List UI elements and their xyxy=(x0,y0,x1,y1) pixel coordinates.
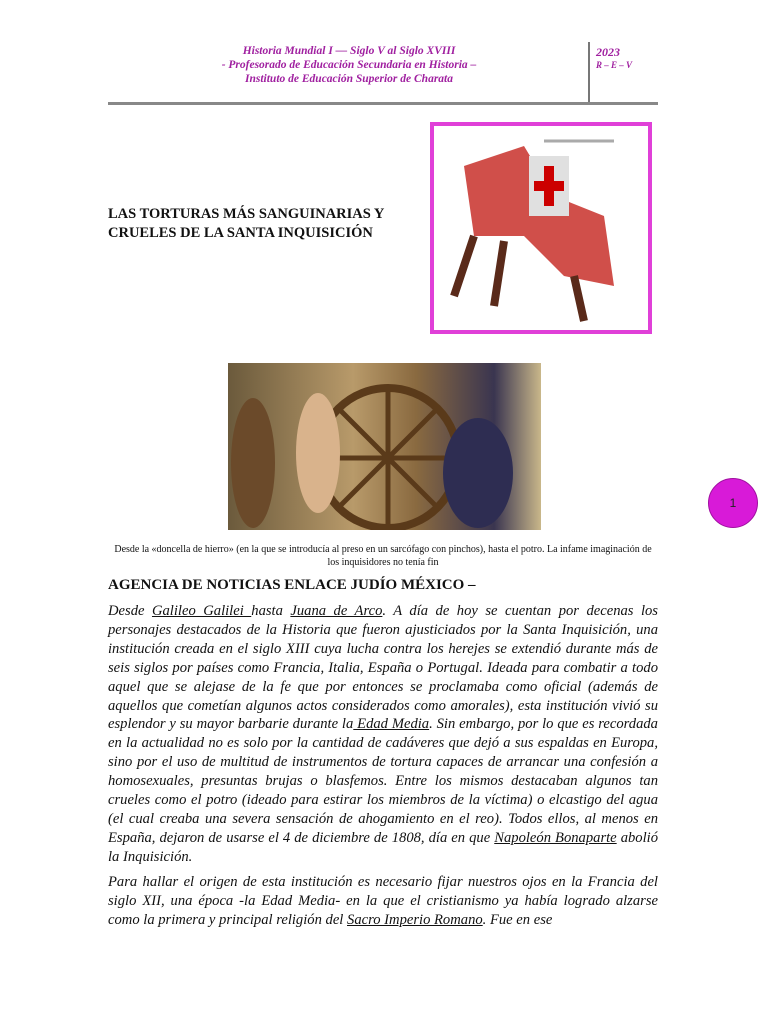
text-run: hasta xyxy=(251,603,291,619)
link[interactable]: Edad Media xyxy=(353,716,430,733)
page-number-badge: 1 xyxy=(708,478,758,528)
title-line: CRUELES DE LA SANTA INQUISICIÓN xyxy=(108,225,373,241)
header-initials: R – E – V xyxy=(596,60,633,70)
knight-image xyxy=(430,122,652,334)
header-line: Instituto de Educación Superior de Charata xyxy=(245,73,453,85)
link[interactable]: Galileo Galilei xyxy=(151,603,252,619)
page-title xyxy=(108,205,384,243)
link[interactable]: Napoleón Bonaparte xyxy=(494,829,617,846)
torture-painting-image xyxy=(228,363,541,530)
link[interactable]: Juana de Arco xyxy=(290,603,383,619)
text-run: . Fue en ese xyxy=(482,911,553,928)
image-caption: Desde la «doncella de hierro» (en la que se introducía al preso en un sarcófago con pinchos), hasta el potro. La infame imaginación de los inquisidores no tenía fin xyxy=(114,544,652,568)
text-run: Para hallar el origen de esta institución es necesario fijar nuestros ojos en la Francia del siglo XII, una época -la Edad Media- en la que el cristianismo ya había logrado alzarse como la primera y principal religión del xyxy=(108,873,658,928)
header-right xyxy=(596,46,632,72)
paragraph xyxy=(108,873,658,930)
text-run: Desde xyxy=(108,603,152,619)
link[interactable]: Sacro Imperio Romano xyxy=(347,911,483,928)
text-run: . A día de hoy se cuentan por decenas los personajes destacados de la Historia que fueron ajusticiados por la Santa Inquisición, una institución creada en el siglo XIII cuya lucha contra los herejes se extendió durante más de seis siglos por países como Francia, Italia, España o Portugal. Ideada para combatir a todo aquel que se alejase de la fe que por entonces se proclamaba como oficial (además de aquellos que cometían algunos actos considerados como amorales), esta institución vivió su esplendor y su mayor barbarie durante la xyxy=(108,603,658,733)
header-course-info xyxy=(110,44,588,86)
text-run: abolió la Inquisición. xyxy=(108,829,658,865)
paragraph xyxy=(108,602,658,867)
header-rule xyxy=(108,102,658,105)
header-line: - Profesorado de Educación Secundaria en Historia – xyxy=(221,59,477,71)
section-heading: AGENCIA DE NOTICIAS ENLACE JUDÍO MÉXICO – xyxy=(108,577,476,593)
header-year: 2023 xyxy=(596,45,620,59)
header-divider xyxy=(588,42,590,102)
article-body xyxy=(108,602,658,935)
header-line: Historia Mundial I — Siglo V al Siglo XVIII xyxy=(242,45,456,57)
title-line: LAS TORTURAS MÁS SANGUINARIAS Y xyxy=(108,206,385,222)
text-run: . Sin embargo, por lo que es recordada en la actualidad no es solo por la cantidad de cadáveres que dejó a sus espaldas en Europa, sino por el uso de multitud de instrumentos de tortura capaces de arrancar una confesión a homosexuales, presuntas brujas o blasfemos. Entre los mismos destacaban algunos tan crueles como el potro (ideado para estirar los miembros de la víctima) o elcastigo del agua (el cual creaba una severa sensación de ahogamiento en el reo). Todos ellos, al menos en España, dejaron de usarse el 4 de diciembre de 1808, día en que xyxy=(108,716,658,846)
